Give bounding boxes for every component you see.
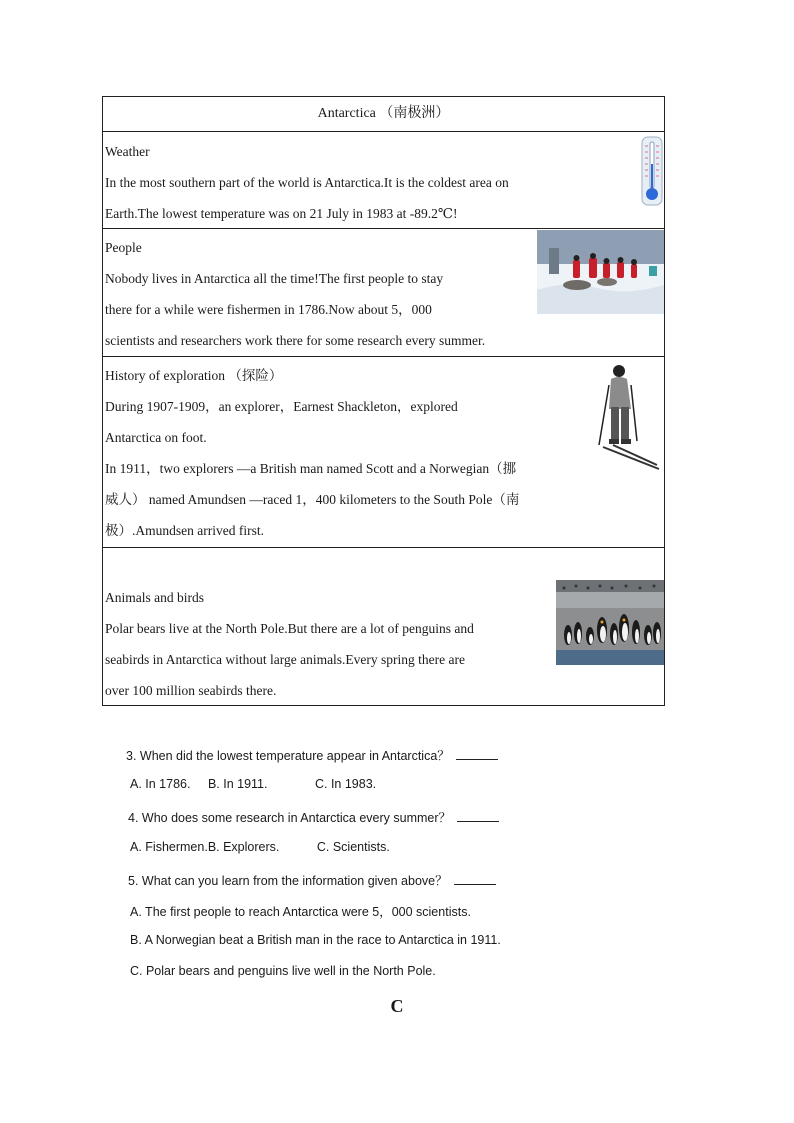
section-letter: C xyxy=(390,996,404,1016)
history-heading: History of exploration （探险） xyxy=(105,368,283,383)
people-line-2: there for a while were fishermen in 1786.Now about 5，000 xyxy=(105,302,432,317)
table-title: Antarctica （南极洲） xyxy=(317,106,450,121)
answer-blank-5[interactable] xyxy=(454,872,496,885)
history-line-2: Antarctica on foot. xyxy=(105,430,207,445)
history-line-1: During 1907-1909，an explorer，Earnest Shackleton，explored xyxy=(105,399,458,414)
option-4a[interactable]: A. Fishermen. xyxy=(130,840,208,854)
weather-row xyxy=(103,131,664,228)
answer-blank-3[interactable] xyxy=(456,747,498,760)
history-line-4: 威人） named Amundsen —raced 1，400 kilometers to the South Pole（南 xyxy=(105,492,520,507)
option-3b[interactable]: B. In 1911. xyxy=(207,777,268,791)
animals-line-3: over 100 million seabirds there. xyxy=(105,683,277,698)
question-5-stem xyxy=(128,871,496,889)
question-5-text: 5. What can you learn from the information given above？ xyxy=(128,874,448,888)
skier-explorer-photo xyxy=(593,361,661,473)
history-line-3: In 1911，two explorers —a British man named Scott and a Norwegian（挪 xyxy=(105,461,517,476)
question-3-text: 3. When did the lowest temperature appear in Antarctica？ xyxy=(126,749,450,763)
answer-blank-4[interactable] xyxy=(457,809,499,822)
option-5b[interactable]: B. A Norwegian beat a British man in the race to Antarctica in 1911. xyxy=(130,933,501,947)
seals-and-people-photo xyxy=(537,230,664,314)
question-4-stem xyxy=(128,808,499,826)
history-row xyxy=(103,356,664,547)
history-line-5: 极）.Amundsen arrived first. xyxy=(105,523,264,538)
option-4c[interactable]: C. Scientists. xyxy=(316,840,390,854)
people-line-1: Nobody lives in Antarctica all the time!The first people to stay xyxy=(105,271,444,286)
option-5a[interactable]: A. The first people to reach Antarctica were 5，000 scientists. xyxy=(130,905,471,919)
people-heading: People xyxy=(105,240,142,255)
option-4b[interactable]: B. Explorers. xyxy=(207,840,280,854)
animals-line-2: seabirds in Antarctica without large animals.Every spring there are xyxy=(105,652,466,667)
weather-heading: Weather xyxy=(105,144,150,159)
animals-row xyxy=(103,547,664,705)
people-row xyxy=(103,228,664,356)
question-4-text: 4. Who does some research in Antarctica every summer？ xyxy=(128,811,452,825)
option-3a[interactable]: A. In 1786. xyxy=(130,777,191,791)
people-line-3: scientists and researchers work there for some research every summer. xyxy=(105,333,486,348)
option-5c[interactable]: C. Polar bears and penguins live well in the North Pole. xyxy=(130,964,436,978)
info-table xyxy=(102,96,665,706)
weather-line-2: Earth.The lowest temperature was on 21 July in 1983 at -89.2℃! xyxy=(105,206,458,221)
penguins-photo xyxy=(556,580,664,665)
animals-line-1: Polar bears live at the North Pole.But there are a lot of penguins and xyxy=(105,621,474,636)
question-3-stem xyxy=(126,746,498,764)
table-title-row xyxy=(103,97,664,131)
thermometer-image xyxy=(641,136,663,206)
weather-line-1: In the most southern part of the world is Antarctica.It is the coldest area on xyxy=(105,175,509,190)
animals-heading: Animals and birds xyxy=(105,590,204,605)
question-4-options xyxy=(130,840,390,854)
option-3c[interactable]: C. In 1983. xyxy=(314,777,377,791)
question-3-options xyxy=(130,777,376,791)
